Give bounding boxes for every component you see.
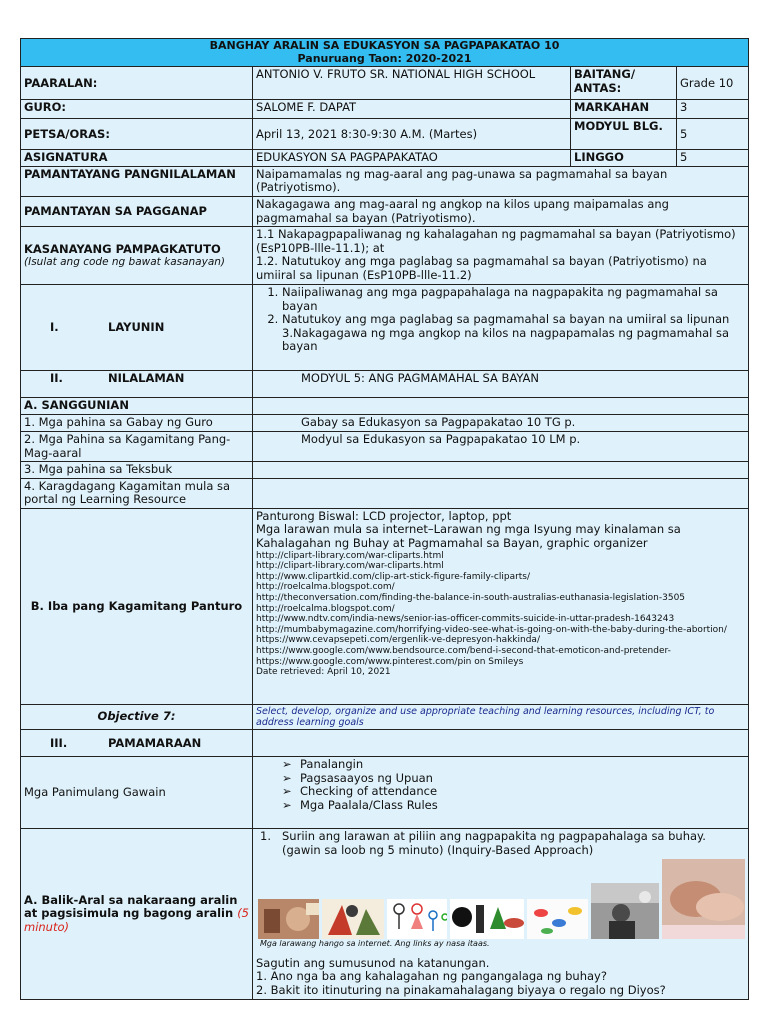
pagganap-value: Nakagagawa ang mag-aaral ng angkop na kilos upang maipamalas ang pagmamahal sa bayan (Patriyotismo). [253,196,749,226]
sanggunian-value [253,398,749,415]
sanggunian-label: A. SANGGUNIAN [21,398,253,415]
layunin-item: 2. Natutukoy ang mga paglabag sa pagmamahal sa bayan na umiiral sa lipunan [282,313,745,327]
guro-label: GURO: [21,100,253,119]
petsa-value: April 13, 2021 8:30-9:30 A.M. (Martes) [253,119,571,150]
iba-line-2: Mga larawan mula sa internet–Larawan ng mga Isyung may kinalaman sa Kahalagahan ng Buhay at Pagmamahal sa Bayan, graphic organizer [256,522,681,551]
link-item[interactable]: https://www.google.com/www.bendsource.com/bend-i-second-that-emoticon-and-pretender- [256,646,671,657]
gabay-label: 1. Mga pahina sa Gabay ng Guro [21,415,253,432]
link-item[interactable]: http://www.clipartkid.com/clip-art-stick-figure-family-cliparts/ [256,571,531,582]
image-caption: Mga larawang hango sa internet. Ang links ay nasa itaas. [260,939,490,949]
iba-label: B. Iba pang Kagamitang Panturo [21,508,253,704]
link-item[interactable]: http://clipart-library.com/war-cliparts.html [256,550,444,561]
link-item[interactable]: http://roelcalma.blogspot.com/ [256,603,395,614]
layunin-num: I. [50,319,59,334]
panimulang-value [253,757,749,829]
baitang-label: BAITANG/ ANTAS: [571,67,677,100]
panimulang-list [256,758,745,812]
link-item[interactable]: http://roelcalma.blogspot.com/ [256,582,395,593]
guro-value: SALOME F. DAPAT [253,100,571,119]
kasanayan-label: KASANAYANG PAMPAGKATUTO [24,241,221,256]
pamamaraan-cell [21,730,253,757]
pamamaraan-value [253,730,749,757]
pamantayang-label: PAMANTAYANG PANGNILALAMAN [21,166,253,196]
asignatura-label: ASIGNATURA [21,150,253,167]
school-year: Panuruang Taon: 2020-2021 [297,51,472,65]
link-item[interactable]: http://theconversation.com/finding-the-balance-in-south-australias-euthanasia-legislation-3505 [256,593,686,604]
link-item[interactable]: https://www.cevapsepeti.com/ergenlik-ve-depresyon-hakkinda/ [256,635,540,646]
iba-line-1: Panturong Biswal: LCD projector, laptop, ppt [256,508,512,523]
pills-image [527,899,588,939]
layunin-value [253,285,749,371]
kasanayan-sub: (Isulat ang code ng bawat kasanayan) [24,256,226,269]
baitang-value: Grade 10 [677,67,749,100]
panimulang-item: ➢ Pagsasaayos ng Upuan [282,772,745,786]
pamamaraan-label: PAMAMARAAN [108,735,202,750]
kagamitang-value: Modyul sa Edukasyon sa Pagpapakatao 10 LM p. [253,432,749,462]
lesson-plan-table [20,38,749,1000]
caring-hands-image [662,859,745,939]
pagganap-label: PAMANTAYAN SA PAGGANAP [21,196,253,226]
asignatura-value: EDUKASYON SA PAGPAPAKATAO [253,150,571,167]
balik-label: A. Balik-Aral sa nakaraang aralin at pagsisimula ng bagong aralin [24,892,238,921]
lesson-plan-title [21,39,749,67]
panimulang-item: ➢ Checking of attendance [282,785,745,799]
linggo-value: 5 [677,150,749,167]
panimulang-item: ➢ Mga Paalala/Class Rules [282,799,745,813]
link-item[interactable]: http://mumbabymagazine.com/horrifying-video-see-what-is-going-on-with-the-baby-during-the-abortion/ [256,624,727,635]
nilalaman-num: II. [50,371,63,386]
balik-q2: 2. Bakit ito itinuturing na pinakamahalagang biyaya o regalo ng Diyos? [256,983,666,997]
lesson-plan-sheet [20,38,748,1000]
teksbuk-label: 3. Mga pahina sa Teksbuk [21,462,253,479]
title-line-1: BANGHAY ARALIN SA EDUKASYON SA PAGPAPAKATAO 10 [209,39,560,52]
balik-value [253,829,749,999]
layunin-item-3: 3.Nakagagawa ng mga angkop na kilos na nagpapamalas ng pagmamahal sa bayan [282,325,730,354]
date-retrieved: Date retrieved: April 10, 2021 [256,667,391,678]
nilalaman-cell [21,371,253,398]
balik-task: 1. Suriin ang larawan at piliin ang nagpapakita ng pagpapahalaga sa buhay. (gawin sa loob ng 5 minuto) (Inquiry-Based Approach) [260,829,706,857]
pamantayang-value: Naipamamalas ng mag-aaral ang pag-unawa sa pagmamahal sa bayan (Patriyotismo). [253,166,749,196]
link-list [256,551,745,678]
conflict-image [322,899,384,939]
image-strip [258,859,745,939]
layunin-list [256,286,745,327]
modyul-label: MODYUL BLG. [571,119,677,150]
layunin-label: LAYUNIN [108,319,165,334]
kasanayan-value [253,227,749,285]
stick-family-image [387,899,448,939]
panimulang-label: Mga Panimulang Gawain [21,757,253,829]
karagdagang-value [253,478,749,508]
layunin-item: 1. Naiipaliwanag ang mga pagpapahalaga na nagpapakita ng pagmamahal sa bayan [282,286,745,313]
linggo-label: LINGGO [571,150,677,167]
paaralan-label: PAARALAN: [21,67,253,100]
balik-time: (5 minuto) [24,906,249,934]
drugs-image [450,899,524,939]
markahan-label: MARKAHAN [571,100,677,119]
modyul-value: 5 [677,119,749,150]
petsa-label: PETSA/ORAS: [21,119,253,150]
layunin-cell [21,285,253,371]
objective-label: Objective 7: [21,704,253,729]
markahan-value: 3 [677,100,749,119]
paaralan-value: ANTONIO V. FRUTO SR. NATIONAL HIGH SCHOOL [253,67,571,100]
link-item[interactable]: https://www.google.com/www.pinterest.com/pin on Smileys [256,656,524,667]
nilalaman-value: MODYUL 5: ANG PAGMAMAHAL SA BAYAN [253,371,749,398]
kasanayan-cell [21,227,253,285]
teksbuk-value [253,462,749,479]
gabay-value: Gabay sa Edukasyon sa Pagpapakatao 10 TG p. [253,415,749,432]
balik-q1: 1. Ano nga ba ang kahalagahan ng pangangalaga ng buhay? [256,969,607,984]
nilalaman-label: NILALAMAN [108,371,185,386]
link-item[interactable]: http://clipart-library.com/war-cliparts.html [256,561,444,572]
objective-value: Select, develop, organize and use appropriate teaching and learning resources, including ICT, to address learning goals [253,704,749,729]
kasanayan-1: 1.1 Nakapagpapaliwanag ng kahalagahan ng pagmamahal sa bayan (Patriyotismo) (EsP10PB-llle-11.1); at [256,227,736,255]
karagdagang-label: 4. Karagdagang Kagamitan mula sa portal ng Learning Resource [21,478,253,508]
kagamitang-label: 2. Mga Pahina sa Kagamitang Pang-Mag-aaral [21,432,253,462]
balik-q-intro: Sagutin ang sumusunod na katanungan. [256,955,490,970]
iba-value [253,508,749,704]
pamamaraan-num: III. [50,735,68,750]
link-item[interactable]: http://www.ndtv.com/india-news/senior-ias-officer-commits-suicide-in-uttar-pradesh-1643243 [256,614,675,625]
kasanayan-2: 1.2. Natutukoy ang mga paglabag sa pagmamahal sa bayan (Patriyotismo) na umiiral sa lipunan (EsP10PB-llle-11.2) [256,254,707,282]
depression-image [591,883,659,939]
panimulang-item: ➢ Panalangin [282,758,745,772]
balik-cell [21,829,253,999]
war-image [258,899,319,939]
